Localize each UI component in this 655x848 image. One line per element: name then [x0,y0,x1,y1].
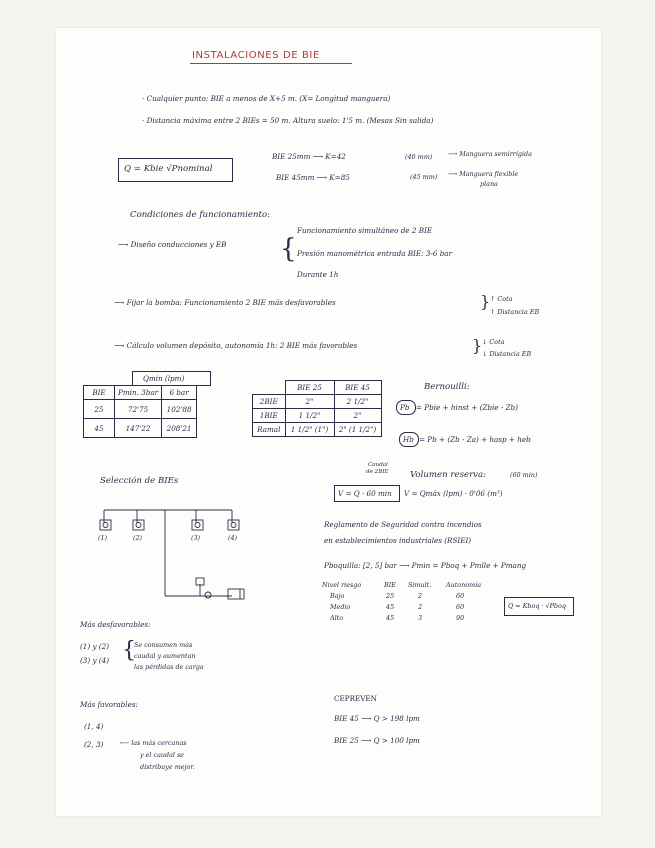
pb-label: Pb [400,403,410,412]
table-cell: Medio [330,603,351,611]
hb-label: Hb [403,435,414,444]
table-cell: Bajo [330,592,345,600]
cepreven-heading: CEPREVEN [334,694,377,703]
risk-header-level: Nivel riesgo [322,581,362,589]
pb-equation: = Pbie + hinst + (Zbie - Zb) [416,403,518,412]
unfavorable-item-2: (3) y (4) [80,656,109,665]
bie-num-3: (3) [191,534,201,542]
table-cell: 1BIE [253,409,286,423]
table-cell: 2 [418,603,423,611]
design-item-2: Presión manométrica entrada BIE: 3-6 bar [297,249,453,258]
unfavorable-note-2: caudal y aumentan [134,652,196,660]
table-cell: 45 [386,614,395,622]
unfavorable-note-1: Se consumen más [134,641,193,649]
page-title: INSTALACIONES DE BIE [192,50,320,61]
tank-label: ⟶ Cálculo volumen depósito, autonomía 1h: 2 BIE más favorables [114,341,358,350]
tank-c2: ↓ Distancia EB [482,350,532,358]
table-cell: 2BIE [253,395,286,409]
pump-c2: ↑ Distancia EB [490,308,540,316]
table-cell: 2" [334,409,381,423]
table-cell: 147'22 [115,419,162,438]
pump-c1: ↑ Cota [490,295,513,303]
unfavorable-note-3: las pérdidas de carga [134,663,204,671]
table-cell: 1 1/2" [285,409,334,423]
favorable-item-1: (1, 4) [84,722,104,731]
regulation-line-1: Reglamento de Seguridad contra incendios [324,520,482,529]
bie-cabinet-icon [192,520,203,530]
formula-q: Q = Kbie √Pnominal [124,164,213,174]
volume-formula: V = Q · 60 min [338,489,392,498]
table-cell: 2 [418,592,423,600]
table-cell: 90 [456,614,465,622]
design-item-3: Durante 1h [297,270,339,279]
table-cell: 25 [386,592,395,600]
volume-note-2: de 2BIE [366,469,389,475]
favorable-heading: Más favorables: [80,700,138,709]
bie45-type-2: plana [480,180,498,188]
intro-line-1: · Cualquier punto: BIE a menos de X+5 m. (X= Longitud manguera) [142,94,391,103]
bie25-mm: (40 mm) [405,153,433,161]
volume-equation: V = Qmáx (lpm) · 0'06 (m³) [404,489,503,498]
table-cell: 6 bar [162,386,197,400]
table-cell: Ramal [253,423,286,437]
volume-heading: Volumen reserva: [410,470,487,480]
table-cell: 60 [456,592,465,600]
table-cell: 2" [285,395,334,409]
bie25-type: ⟶ Manguera semirrígida [448,150,532,158]
favorable-note-3: distribuye mejor. [140,763,195,771]
bie45-k: BIE 45mm ⟶ K=85 [276,173,350,182]
table-cell: 208'21 [162,419,197,438]
favorable-note-1: ⟵ las más cercanas [120,739,187,747]
unfavorable-heading: Más desfavorables: [80,620,151,629]
bie-num-2: (2) [133,534,143,542]
intro-line-2: · Distancia máxima entre 2 BIEs = 50 m. Altura suelo: 1'5 m. (Mesas Sin salida) [142,116,434,125]
table-cell: 25 [84,400,115,419]
unfavorable-brace: { [122,638,136,663]
nozzle-line: Pboquilla: [2, 5] bar ⟶ Pmin = Pboq + Pmlle + Pmang [324,561,527,570]
tank-brace: } [472,336,483,355]
bie25-k: BIE 25mm ⟶ K=42 [272,152,346,161]
bie-num-4: (4) [228,534,238,542]
table-cell: BIE [84,386,115,400]
table-cell: 1 1/2" (1") [285,423,334,437]
risk-header-bie: BIE [384,581,396,589]
table-cell: 102'88 [162,400,197,419]
table-cell: BIE 25 [285,381,334,395]
cepreven-line-2: BIE 25 ⟶ Q > 100 lpm [334,736,420,745]
bie45-type: ⟶ Manguera flexible [448,170,519,178]
tank-c1: ↓ Cota [482,338,505,346]
table-cell: BIE 45 [334,381,381,395]
risk-header-simult: Simult. [408,581,432,589]
bie-cabinet-icon [133,520,144,530]
bernoulli-title: Bernouilli: [424,382,470,392]
risk-header-autonomy: Autonomía [446,581,482,589]
bie45-mm: (45 mm) [410,173,438,181]
bie-cabinet-icon [228,520,239,530]
favorable-item-2: (2, 3) [84,740,104,749]
formula-q2: Q = Kboq · √Pboq [508,602,566,610]
hb-equation: = Pb + (Zb - Za) + hasp + heb [419,435,531,444]
table-q-caption: Qmin (lpm) [143,374,185,383]
regulation-line-2: en establecimientos industriales (RSIEI) [324,536,472,545]
design-label: ⟶ Diseño conducciones y EB [118,240,227,249]
table-cell: 2 1/2" [334,395,381,409]
volume-note-1: Caudal [368,462,388,468]
pump-brace: } [480,292,491,311]
design-brace: { [280,234,297,264]
bie-num-1: (1) [98,534,108,542]
cepreven-line-1: BIE 45 ⟶ Q > 198 lpm [334,714,420,723]
pump-label: ⟶ Fijar la bomba: Funcionamiento 2 BIE más desfavorables [114,298,336,307]
table-cell: Pmin. 3bar [115,386,162,400]
table-cell: 72'75 [115,400,162,419]
table-cell: Alto [330,614,344,622]
bie-cabinet-icon [100,520,111,530]
table-cell: 3 [418,614,423,622]
table-cell: 2" (1 1/2") [334,423,381,437]
table-cell: 45 [386,603,395,611]
unfavorable-item-1: (1) y (2) [80,642,109,651]
selection-heading: Selección de BIEs [100,476,179,486]
table-cell: 45 [84,419,115,438]
conditions-heading: Condiciones de funcionamiento: [130,210,271,220]
design-item-1: Funcionamiento simultáneo de 2 BIE [297,226,433,235]
table-cell: 60 [456,603,465,611]
favorable-note-2: y el caudal se [140,751,185,759]
volume-time: (60 min) [510,471,538,479]
